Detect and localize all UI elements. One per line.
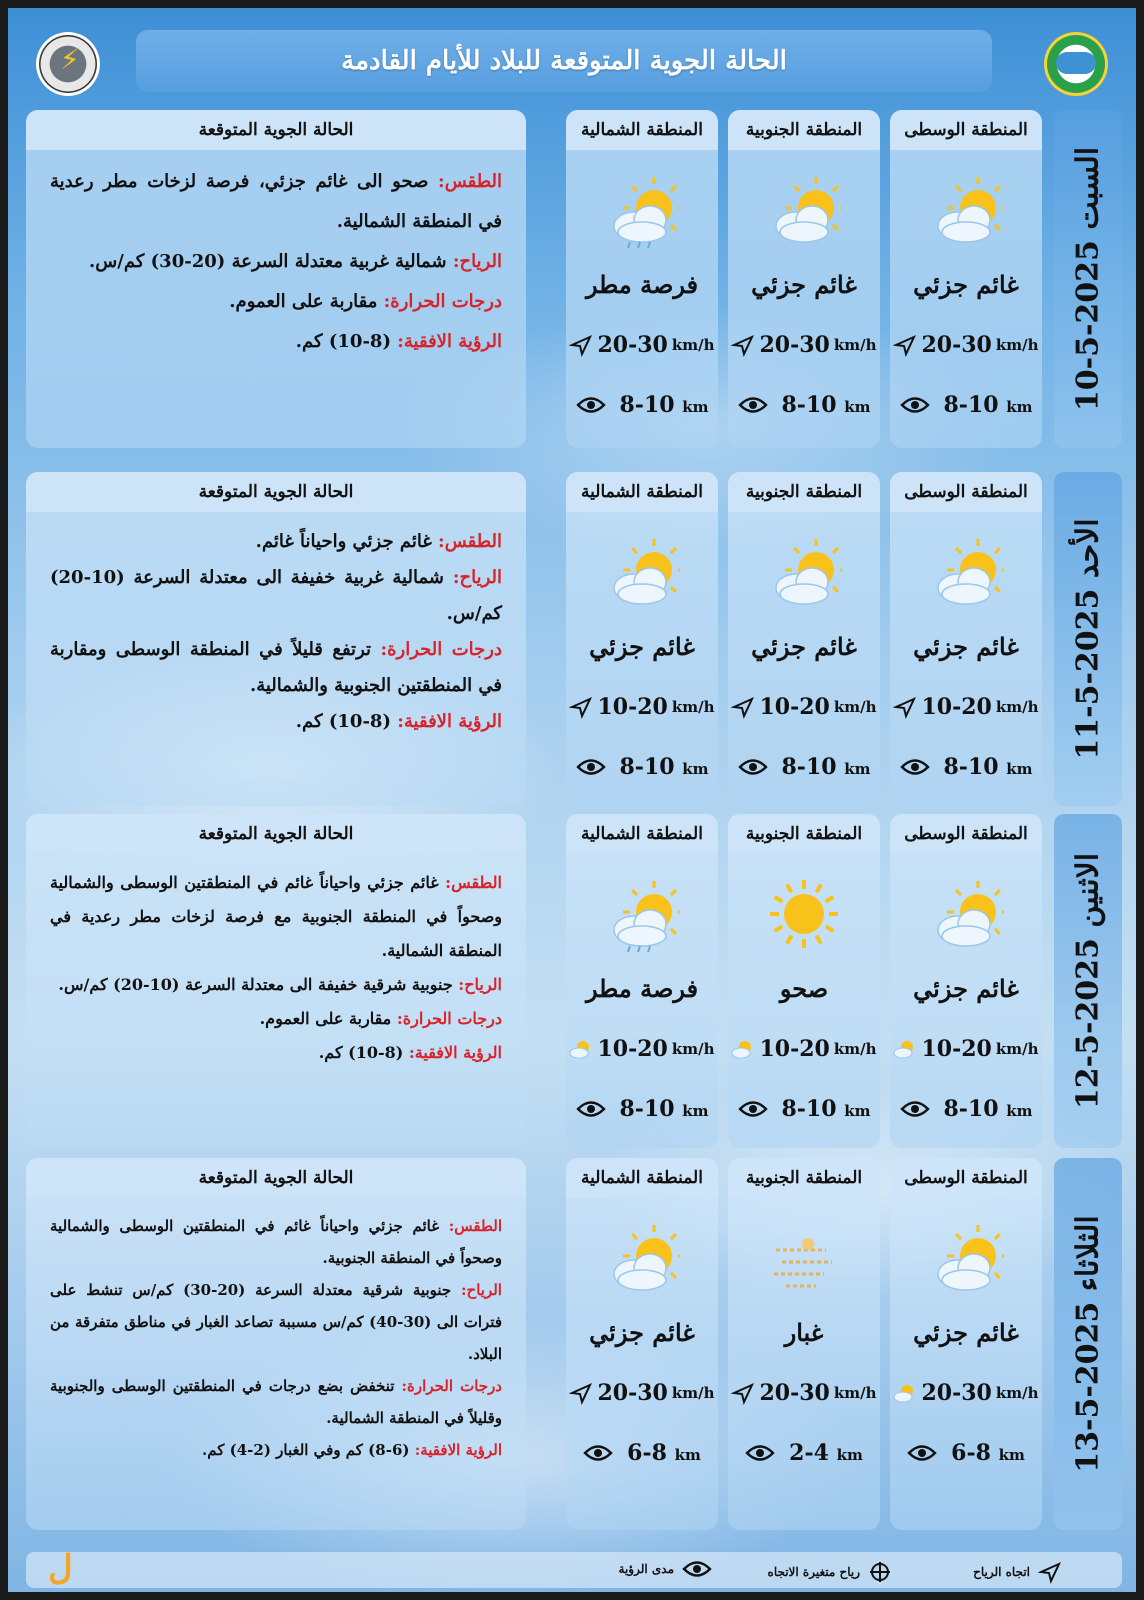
forecast-value: شمالية غربية معتدلة السرعة (20-30) كم/س. <box>89 251 453 272</box>
visibility-unit: km <box>682 760 709 778</box>
wind-direction-arrow-icon <box>893 695 917 719</box>
wind-direction-arrow-icon <box>731 695 755 719</box>
day-block <box>26 110 1122 448</box>
zone-wind <box>566 1036 718 1062</box>
forecast-value: (6-8) كم وفي الغبار (2-4) كم. <box>202 1441 415 1459</box>
zone-condition: صحو <box>779 974 829 1003</box>
wind-unit: km/h <box>833 1384 877 1402</box>
forecast-description <box>26 814 526 1148</box>
forecast-line <box>50 162 502 242</box>
forecast-value: (8-10) كم. <box>295 711 398 732</box>
legend-wind-direction: اتجاه الرياح <box>973 1560 1062 1584</box>
zone-wind <box>566 694 718 720</box>
zone-visibility <box>566 754 718 780</box>
visibility-value: 8-10 <box>943 1096 999 1122</box>
day-date: الثلاثاء 2025-5-13 <box>1070 1215 1106 1473</box>
forecast-value: غائم جزئي واحياناً غائم في المنطقتين الوسطى والشمالية وصحواً في المنطقة الجنوبية مع فرصة لزخات مطر رعدية في المنطقة الشمالية. <box>50 873 502 960</box>
visibility-unit: km <box>998 1446 1025 1464</box>
forecast-value: غائم جزئي واحياناً غائم. <box>255 531 439 552</box>
zone-wind <box>566 332 718 358</box>
visibility-value: 6-8 <box>951 1440 991 1466</box>
forecast-page <box>8 8 1136 1592</box>
zone-card <box>566 472 718 806</box>
zone-name: المنطقة الجنوبية <box>728 110 880 150</box>
wind-speed: 10-20 <box>921 694 992 720</box>
zone-wind <box>890 694 1042 720</box>
wind-unit: km/h <box>995 1384 1039 1402</box>
forecast-label: الرؤية الافقية: <box>414 1441 502 1459</box>
zone-visibility <box>566 392 718 418</box>
forecast-text <box>50 866 502 1070</box>
day-block <box>26 472 1122 806</box>
forecast-line <box>50 1036 502 1070</box>
wind-unit: km/h <box>833 698 877 716</box>
zone-card <box>890 472 1042 806</box>
zone-wind <box>890 1036 1042 1062</box>
wind-speed: 20-30 <box>921 1380 992 1406</box>
wind-unit: km/h <box>995 698 1039 716</box>
wind-unit: km/h <box>995 336 1039 354</box>
zone-name: المنطقة الشمالية <box>566 472 718 512</box>
zone-wind <box>728 332 880 358</box>
wind-direction-arrow-icon <box>569 1381 593 1405</box>
forecast-line <box>50 1434 502 1466</box>
wind-direction-arrow-icon <box>569 333 593 357</box>
wind-direction-arrow-icon <box>569 695 593 719</box>
visibility-value: 8-10 <box>619 1096 675 1122</box>
visibility-value: 8-10 <box>781 1096 837 1122</box>
forecast-description <box>26 472 526 806</box>
wind-unit: km/h <box>671 336 715 354</box>
ministry-logo <box>1044 32 1108 96</box>
forecast-value: ترتفع قليلاً في المنطقة الوسطى ومقاربة في المنطقتين الجنوبية والشمالية. <box>50 639 502 696</box>
day-date: الاثنين 2025-5-12 <box>1070 852 1106 1110</box>
wind-speed: 10-20 <box>759 1036 830 1062</box>
page-title: الحالة الجوية المتوقعة للبلاد للأيام القادمة <box>341 46 787 76</box>
forecast-header: الحالة الجوية المتوقعة <box>26 814 526 854</box>
forecast-label: درجات الحرارة: <box>380 639 502 660</box>
dust-icon <box>766 1220 842 1296</box>
legend-bar <box>26 1552 1122 1588</box>
visibility-value: 2-4 <box>789 1440 829 1466</box>
visibility-value: 8-10 <box>781 392 837 418</box>
visibility-unit: km <box>1006 1102 1033 1120</box>
eye-icon <box>682 1560 712 1578</box>
sun-icon <box>766 876 842 952</box>
zone-card <box>566 1158 718 1530</box>
visibility-value: 8-10 <box>619 754 675 780</box>
forecast-text <box>50 1210 502 1466</box>
forecast-label: الطقس: <box>438 171 502 192</box>
forecast-value: جنوبية شرقية خفيفة الى معتدلة السرعة (10-20) كم/س. <box>58 975 459 994</box>
forecast-label: درجات الحرارة: <box>396 1009 502 1028</box>
forecast-label: الرؤية الافقية: <box>397 331 502 352</box>
eye-icon <box>738 396 768 414</box>
day-date: السبت 2025-5-10 <box>1070 146 1106 412</box>
zone-name: المنطقة الشمالية <box>566 814 718 854</box>
zone-visibility <box>566 1440 718 1466</box>
wind-speed: 20-30 <box>597 332 668 358</box>
zone-card <box>728 472 880 806</box>
forecast-value: غائم جزئي واحياناً غائم في المنطقتين الوسطى والشمالية وصحواً في المنطقة الجنوبية. <box>50 1217 502 1267</box>
zone-condition: غائم جزئي <box>913 974 1019 1003</box>
visibility-unit: km <box>844 1102 871 1120</box>
forecast-header: الحالة الجوية المتوقعة <box>26 110 526 150</box>
visibility-unit: km <box>836 1446 863 1464</box>
forecast-description <box>26 110 526 448</box>
zone-card <box>728 814 880 1148</box>
forecast-value: جنوبية شرقية معتدلة السرعة (20-30) كم/س تنشط على فترات الى (30-40) كم/س مسببة تصاعد الغبار في مناطق متفرقة من البلاد. <box>50 1281 502 1363</box>
forecast-value: صحو الى غائم جزئي، فرصة لزخات مطر رعدية في المنطقة الشمالية. <box>50 171 502 232</box>
zone-visibility <box>566 1096 718 1122</box>
zone-card <box>728 1158 880 1530</box>
partly-cloudy-icon <box>928 876 1004 952</box>
zone-condition: فرصة مطر <box>585 270 699 299</box>
zone-visibility <box>728 754 880 780</box>
forecast-line <box>50 968 502 1002</box>
forecast-header: الحالة الجوية المتوقعة <box>26 1158 526 1198</box>
wind-direction-arrow-icon <box>731 1381 755 1405</box>
eye-icon <box>576 396 606 414</box>
forecast-label: الطقس: <box>445 873 502 892</box>
zone-name: المنطقة الجنوبية <box>728 1158 880 1198</box>
zone-card <box>890 814 1042 1148</box>
zone-condition: غائم جزئي <box>751 270 857 299</box>
forecast-value: (8-10) كم. <box>295 331 398 352</box>
forecast-text <box>50 524 502 740</box>
zone-name: المنطقة الجنوبية <box>728 472 880 512</box>
visibility-value: 8-10 <box>619 392 675 418</box>
legend-visibility: مدى الرؤية <box>619 1560 712 1578</box>
forecast-value: تنخفض بضع درجات في المنطقتين الوسطى والجنوبية وقليلاً في المنطقة الشمالية. <box>50 1377 502 1427</box>
zone-wind <box>728 694 880 720</box>
variable-wind-icon <box>868 1560 892 1584</box>
zone-name: المنطقة الوسطى <box>890 1158 1042 1198</box>
forecast-label: الرياح: <box>458 975 502 994</box>
title-banner <box>136 30 992 92</box>
visibility-unit: km <box>674 1446 701 1464</box>
visibility-value: 8-10 <box>943 392 999 418</box>
zone-visibility <box>890 1096 1042 1122</box>
forecast-value: شمالية غربية خفيفة الى معتدلة السرعة (10-20) كم/س. <box>50 567 502 624</box>
forecast-label: الرؤية الافقية: <box>408 1043 502 1062</box>
eye-icon <box>576 758 606 776</box>
visibility-unit: km <box>682 1102 709 1120</box>
lightning-icon: ⚡ <box>60 43 80 76</box>
partly-cloudy-icon <box>928 534 1004 610</box>
wind-speed: 10-20 <box>759 694 830 720</box>
wind-unit: km/h <box>833 336 877 354</box>
zone-name: المنطقة الشمالية <box>566 1158 718 1198</box>
zone-card <box>566 814 718 1148</box>
forecast-label: الرؤية الافقية: <box>397 711 502 732</box>
visibility-unit: km <box>844 760 871 778</box>
zone-condition: غائم جزئي <box>913 632 1019 661</box>
wind-unit: km/h <box>671 1384 715 1402</box>
forecast-value: مقاربة على العموم. <box>259 1009 397 1028</box>
forecast-label: الطقس: <box>438 531 502 552</box>
eye-icon <box>738 1100 768 1118</box>
eye-icon <box>907 1444 937 1462</box>
wind-unit: km/h <box>671 698 715 716</box>
partly-cloudy-icon <box>928 172 1004 248</box>
eye-icon <box>745 1444 775 1462</box>
forecast-line <box>50 704 502 740</box>
zone-name: المنطقة الجنوبية <box>728 814 880 854</box>
zone-name: المنطقة الشمالية <box>566 110 718 150</box>
brand-mark: ل <box>48 1548 73 1588</box>
forecast-line <box>50 632 502 704</box>
wind-speed: 20-30 <box>597 1380 668 1406</box>
zone-condition: غائم جزئي <box>913 270 1019 299</box>
day-block <box>26 1158 1122 1530</box>
forecast-value: (8-10) كم. <box>318 1043 409 1062</box>
forecast-line <box>50 1210 502 1274</box>
eye-icon <box>900 758 930 776</box>
rain-cloud-sun-icon <box>604 876 680 952</box>
variable-wind-icon <box>569 1037 593 1061</box>
forecast-text <box>50 162 502 362</box>
wind-unit: km/h <box>671 1040 715 1058</box>
zone-wind <box>890 332 1042 358</box>
zone-wind <box>728 1036 880 1062</box>
variable-wind-icon <box>893 1037 917 1061</box>
forecast-header: الحالة الجوية المتوقعة <box>26 472 526 512</box>
zone-condition: غائم جزئي <box>751 632 857 661</box>
wind-speed: 20-30 <box>921 332 992 358</box>
zone-condition: غائم جزئي <box>589 1318 695 1347</box>
wind-direction-arrow-icon <box>893 333 917 357</box>
zone-condition: غبار <box>784 1318 824 1347</box>
visibility-unit: km <box>844 398 871 416</box>
forecast-line <box>50 866 502 968</box>
partly-cloudy-icon <box>604 1220 680 1296</box>
partly-cloudy-icon <box>766 172 842 248</box>
forecast-line <box>50 322 502 362</box>
date-column <box>1054 814 1122 1148</box>
wind-speed: 10-20 <box>921 1036 992 1062</box>
forecast-description <box>26 1158 526 1530</box>
forecast-label: الرياح: <box>461 1281 502 1299</box>
eye-icon <box>583 1444 613 1462</box>
forecast-line <box>50 242 502 282</box>
rain-cloud-sun-icon <box>604 172 680 248</box>
wind-speed: 20-30 <box>759 1380 830 1406</box>
date-column <box>1054 1158 1122 1530</box>
zone-visibility <box>890 392 1042 418</box>
cloud-icon <box>1056 52 1096 74</box>
forecast-label: الرياح: <box>452 567 502 588</box>
variable-wind-icon <box>893 1381 917 1405</box>
zone-name: المنطقة الوسطى <box>890 814 1042 854</box>
partly-cloudy-icon <box>766 534 842 610</box>
date-column <box>1054 110 1122 448</box>
forecast-label: درجات الحرارة: <box>383 291 502 312</box>
zone-visibility <box>890 754 1042 780</box>
forecast-line <box>50 1370 502 1434</box>
variable-wind-icon <box>731 1037 755 1061</box>
wind-direction-arrow-icon <box>731 333 755 357</box>
zone-condition: غائم جزئي <box>913 1318 1019 1347</box>
forecast-line <box>50 524 502 560</box>
eye-icon <box>900 1100 930 1118</box>
zone-wind <box>890 1380 1042 1406</box>
forecast-label: الرياح: <box>452 251 502 272</box>
wind-speed: 10-20 <box>597 1036 668 1062</box>
forecast-line <box>50 560 502 632</box>
eye-icon <box>576 1100 606 1118</box>
zone-visibility <box>728 1096 880 1122</box>
visibility-unit: km <box>1006 398 1033 416</box>
wind-unit: km/h <box>833 1040 877 1058</box>
zone-card <box>890 1158 1042 1530</box>
visibility-unit: km <box>682 398 709 416</box>
forecast-label: الطقس: <box>448 1217 502 1235</box>
partly-cloudy-icon <box>928 1220 1004 1296</box>
zone-visibility <box>728 1440 880 1466</box>
zone-wind <box>566 1380 718 1406</box>
zone-visibility <box>890 1440 1042 1466</box>
wind-speed: 10-20 <box>597 694 668 720</box>
meteorology-logo <box>36 32 100 96</box>
visibility-unit: km <box>1006 760 1033 778</box>
wind-unit: km/h <box>995 1040 1039 1058</box>
forecast-line <box>50 1002 502 1036</box>
zone-card <box>566 110 718 448</box>
legend-variable-wind: رياح متغيرة الاتجاه <box>768 1560 892 1584</box>
forecast-line <box>50 1274 502 1370</box>
zone-card <box>890 110 1042 448</box>
visibility-value: 8-10 <box>943 754 999 780</box>
visibility-value: 6-8 <box>627 1440 667 1466</box>
day-block <box>26 814 1122 1148</box>
forecast-line <box>50 282 502 322</box>
wind-speed: 20-30 <box>759 332 830 358</box>
date-column <box>1054 472 1122 806</box>
zone-wind <box>728 1380 880 1406</box>
eye-icon <box>738 758 768 776</box>
eye-icon <box>900 396 930 414</box>
visibility-value: 8-10 <box>781 754 837 780</box>
zone-condition: فرصة مطر <box>585 974 699 1003</box>
zone-name: المنطقة الوسطى <box>890 472 1042 512</box>
partly-cloudy-icon <box>604 534 680 610</box>
forecast-label: درجات الحرارة: <box>401 1377 502 1395</box>
zone-name: المنطقة الوسطى <box>890 110 1042 150</box>
zone-visibility <box>728 392 880 418</box>
zone-condition: غائم جزئي <box>589 632 695 661</box>
day-date: الأحد 2025-5-11 <box>1070 518 1106 760</box>
zone-card <box>728 110 880 448</box>
forecast-value: مقاربة على العموم. <box>229 291 384 312</box>
wind-direction-arrow-icon <box>1038 1560 1062 1584</box>
